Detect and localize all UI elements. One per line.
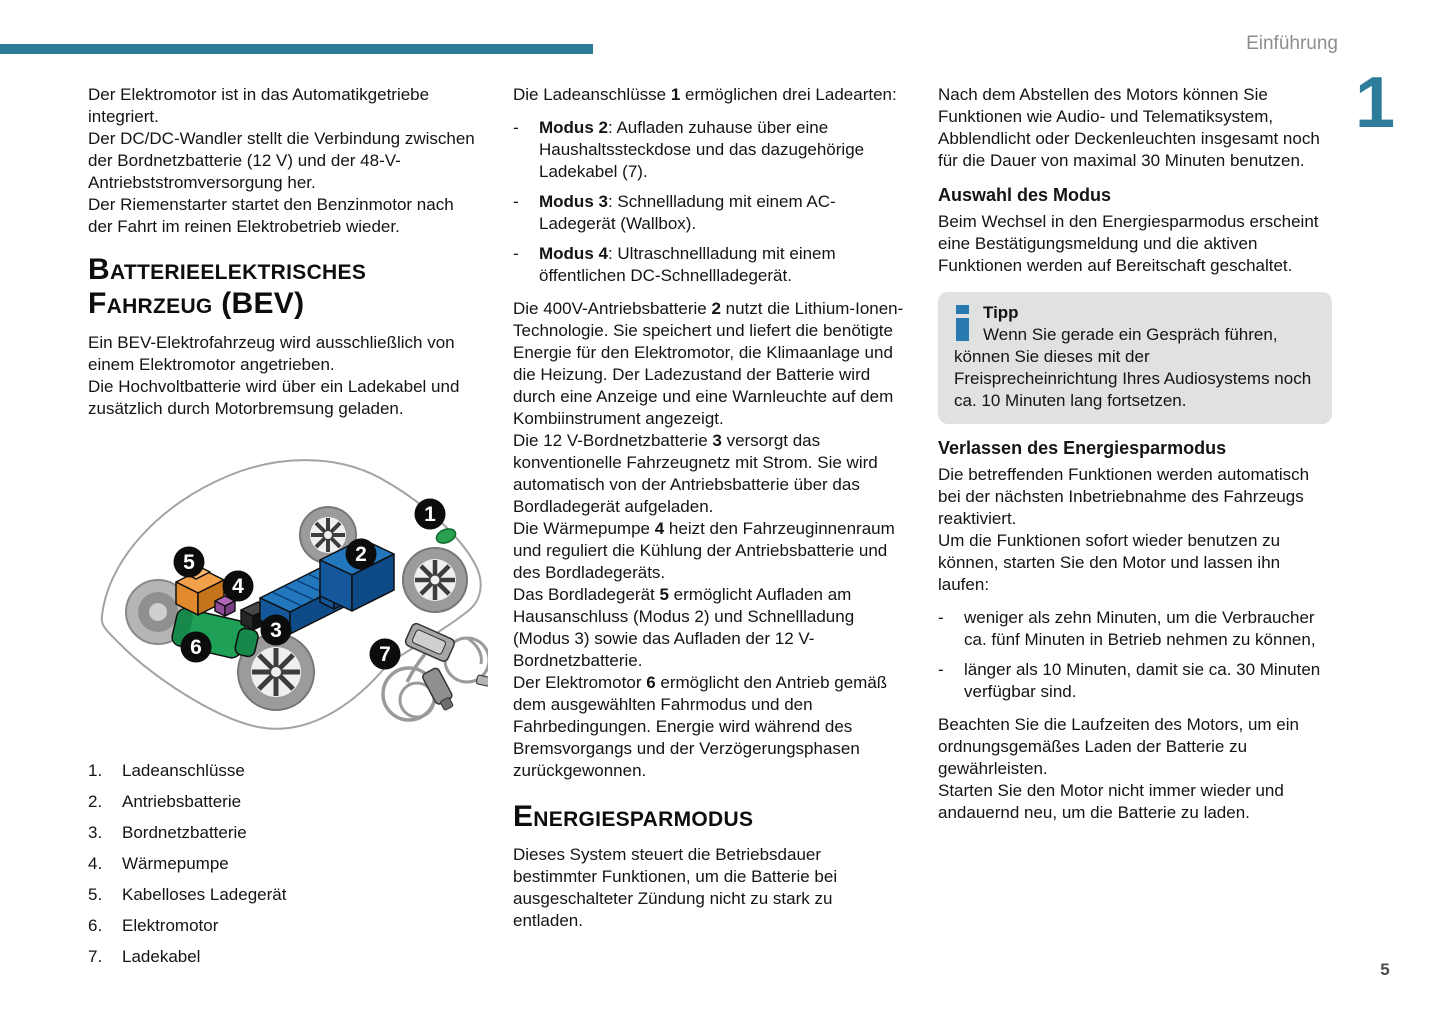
legend-item xyxy=(88,946,482,968)
legend-label: Ladeanschlüsse xyxy=(122,761,245,780)
legend-item xyxy=(88,822,482,844)
legend-number: 7. xyxy=(88,947,103,966)
column-middle xyxy=(513,84,907,932)
svg-text:4: 4 xyxy=(232,575,244,598)
legend-item xyxy=(88,884,482,906)
paragraph-after-engine-off: Nach dem Abstellen des Motors können Sie Funktionen wie Audio- und Telematiksystem, Abblendlicht oder Deckenleuchten insgesamt noch für die Dauer von maximal 30 Minuten benutzen. xyxy=(938,85,1320,170)
paragraph-aux-battery: Die 12 V-Bordnetzbatterie 3 versorgt das konventionelle Fahrzeugnetz mit Strom. Sie wird automatisch von der Antriebsbatterie über das Bordladegerät aufgeladen. xyxy=(513,431,878,516)
svg-text:7: 7 xyxy=(379,643,391,666)
wheel-front-right xyxy=(403,548,467,612)
heading-bev: Batterieelektrisches Fahrzeug (BEV) xyxy=(88,253,367,320)
callout-badge-7 xyxy=(370,639,401,670)
legend-number: 5. xyxy=(88,885,103,904)
accent-bar xyxy=(0,44,593,54)
paragraph-heat-pump: Die Wärmepumpe 4 heizt den Fahrzeuginnenraum und reguliert die Kühlung der Antriebsbatterie und des Bordladegeräts. xyxy=(513,519,895,582)
list-item-mode3: - Modus 3: Schnellladung mit einem AC-Ladegerät (Wallbox). xyxy=(513,192,836,233)
engine-run-times-list xyxy=(938,607,1332,703)
legend-number: 6. xyxy=(88,916,103,935)
column-left xyxy=(88,84,482,977)
info-icon xyxy=(956,305,969,341)
callout-badge-6 xyxy=(181,632,212,663)
legend-label: Kabelloses Ladegerät xyxy=(122,885,287,904)
tip-box xyxy=(938,292,1332,424)
tip-title: Tipp xyxy=(983,303,1019,322)
callout-badge-4 xyxy=(223,571,254,602)
paragraph-bev-drive: Ein BEV-Elektrofahrzeug wird ausschließlich von einem Elektromotor angetrieben. xyxy=(88,333,455,374)
legend-label: Elektromotor xyxy=(122,916,219,935)
legend-label: Bordnetzbatterie xyxy=(122,823,247,842)
legend-number: 1. xyxy=(88,761,103,780)
list-item-mode2: - Modus 2: Aufladen zuhause über eine Haushaltssteckdose und das dazugehörige Ladekabel (7). xyxy=(513,118,865,181)
svg-text:5: 5 xyxy=(183,551,195,574)
callout-badge-5 xyxy=(174,547,205,578)
subheading-mode-selection: Auswahl des Modus xyxy=(938,185,1112,205)
paragraph-observe-run-times: Beachten Sie die Laufzeiten des Motors, um ein ordnungsgemäßes Laden der Batterie zu gewährleisten. xyxy=(938,715,1299,778)
legend-label: Ladekabel xyxy=(122,947,201,966)
legend-item xyxy=(88,760,482,782)
list-item-longer-than-ten: - länger als 10 Minuten, damit sie ca. 30 Minuten verfügbar sind. xyxy=(938,660,1321,701)
legend-number: 2. xyxy=(88,792,103,811)
paragraph-drive-battery: Die 400V-Antriebsbatterie 2 nutzt die Lithium-Ionen-Technologie. Sie speichert und liefert die benötigte Energie für den Elektromotor, die Klimaanlage und die Heizung. Der Ladezustand der Batterie wird durch eine Anzeige und eine Warnleuchte auf dem Kombiinstrument angezeigt. xyxy=(513,299,904,428)
dash-bullet: - xyxy=(513,192,519,211)
svg-text:3: 3 xyxy=(270,619,282,642)
chapter-number: 1 xyxy=(1354,63,1396,143)
paragraph-onboard-charger: Das Bordladegerät 5 ermöglicht Aufladen am Hausanschluss (Modus 2) und Schnellladung (Modus 3) sowie das Aufladen der 12 V-Bordnetzbatterie. xyxy=(513,585,855,670)
legend-item xyxy=(88,791,482,813)
subheading-exit-energy-saving: Verlassen des Energiesparmodus xyxy=(938,438,1227,458)
svg-text:2: 2 xyxy=(355,543,367,566)
paragraph-start-engine: Um die Funktionen sofort wieder benutzen zu können, starten Sie den Motor und lassen ihn laufen: xyxy=(938,531,1281,594)
diagram-legend xyxy=(88,760,482,968)
heading-energy-saving-mode: Energiesparmodus xyxy=(513,800,754,833)
paragraph-do-not-restart: Starten Sie den Motor nicht immer wieder und andauernd neu, um die Batterie zu laden. xyxy=(938,781,1284,822)
legend-label: Antriebsbatterie xyxy=(122,792,242,811)
callout-badge-1 xyxy=(415,499,446,530)
callout-badge-3 xyxy=(261,615,292,646)
legend-label: Wärmepumpe xyxy=(122,854,229,873)
page-number: 5 xyxy=(1380,960,1390,979)
column-right xyxy=(938,84,1332,824)
legend-number: 3. xyxy=(88,823,103,842)
charging-modes-list xyxy=(513,117,907,287)
bev-diagram xyxy=(88,448,488,744)
svg-text:6: 6 xyxy=(190,636,202,659)
legend-item xyxy=(88,915,482,937)
paragraph-hv-battery-charging: Die Hochvoltbatterie wird über ein Ladekabel und zusätzlich durch Motorbremsung geladen. xyxy=(88,377,460,418)
paragraph-charge-connectors: Die Ladeanschlüsse 1 ermöglichen drei Ladearten: xyxy=(513,85,897,104)
dash-bullet: - xyxy=(513,118,519,137)
paragraph-belt-starter: Der Riemenstarter startet den Benzinmotor nach der Fahrt im reinen Elektrobetrieb wieder. xyxy=(88,195,454,236)
dash-bullet: - xyxy=(938,660,944,679)
svg-text:1: 1 xyxy=(424,503,436,526)
paragraph-functions-reactivated: Die betreffenden Funktionen werden automatisch bei der nächsten Inbetriebnahme des Fahrzeugs reaktiviert. xyxy=(938,465,1310,528)
paragraph-electric-motor: Der Elektromotor 6 ermöglicht den Antrieb gemäß dem ausgewählten Fahrmodus und den Fahrbedingungen. Energie wird während des Bremsvorgangs und der Verzögerungsphasen zurückgewonnen. xyxy=(513,673,888,780)
callout-badge-2 xyxy=(346,539,377,570)
list-item-less-than-ten: - weniger als zehn Minuten, um die Verbraucher ca. fünf Minuten in Betrieb nehmen zu können, xyxy=(938,608,1316,649)
dash-bullet: - xyxy=(938,608,944,627)
tip-body: Wenn Sie gerade ein Gespräch führen, können Sie dieses mit der Freisprecheinrichtung Ihres Audiosystems noch ca. 10 Minuten lang fortsetzen. xyxy=(954,325,1312,410)
paragraph-energy-saving-intro: Dieses System steuert die Betriebsdauer bestimmter Funktionen, um die Batterie bei ausgeschalteter Zündung nicht zu stark zu entladen. xyxy=(513,845,838,930)
legend-number: 4. xyxy=(88,854,103,873)
paragraph-dcdc-converter: Der DC/DC-Wandler stellt die Verbindung zwischen der Bordnetzbatterie (12 V) und der 48-V-Antriebststromversorgung her. xyxy=(88,129,475,192)
legend-item xyxy=(88,853,482,875)
paragraph-electric-motor-gearbox: Der Elektromotor ist in das Automatikgetriebe integriert. xyxy=(88,85,430,126)
section-label: Einführung xyxy=(1246,33,1338,54)
paragraph-mode-selection: Beim Wechsel in den Energiesparmodus erscheint eine Bestätigungsmeldung und die aktiven Funktionen werden auf Bereitschaft geschaltet. xyxy=(938,212,1319,275)
list-item-mode4: - Modus 4: Ultraschnellladung mit einem öffentlichen DC-Schnellladegerät. xyxy=(513,244,836,285)
dash-bullet: - xyxy=(513,244,519,263)
